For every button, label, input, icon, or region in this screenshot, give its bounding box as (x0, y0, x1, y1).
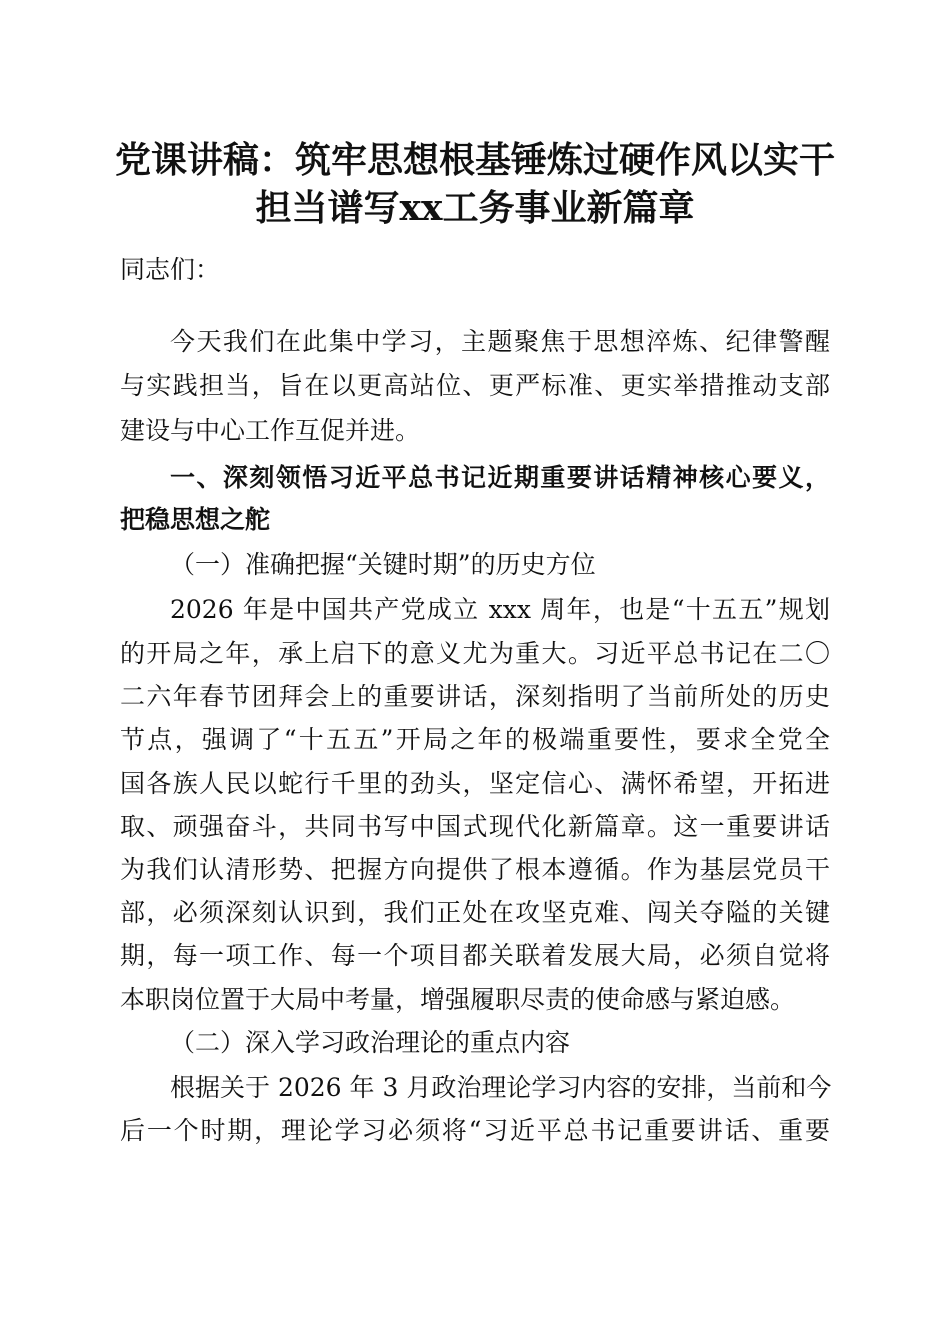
subsection-1-body-line: 节点，强调了“十五五”开局之年的极端重要性，要求全党全 (120, 725, 830, 754)
section-1-heading-line: 把稳思想之舵 (120, 505, 271, 534)
salutation: 同志们： (120, 255, 221, 284)
intro-line: 今天我们在此集中学习，主题聚焦于思想淬炼、纪律警醒 (170, 327, 830, 356)
subsection-2-body-line: 后一个时期，理论学习必须将“习近平总书记重要讲话、重要 (120, 1116, 830, 1145)
subsection-1-body-line: 二六年春节团拜会上的重要讲话，深刻指明了当前所处的历史 (120, 682, 830, 711)
subsection-1-body-line: 国各族人民以蛇行千里的劲头，坚定信心、满怀希望，开拓进 (120, 769, 830, 798)
document-title-line-2: 担当谱写xx工务事业新篇章 (255, 187, 695, 229)
subsection-1-body-line: 2026 年是中国共产党成立 xxx 周年，也是“十五五”规划 (170, 595, 830, 624)
subsection-1-body-line: 取、顽强奋斗，共同书写中国式现代化新篇章。这一重要讲话 (120, 812, 830, 841)
subsection-1-body-line: 部，必须深刻认识到，我们正处在攻坚克难、闯关夺隘的关键 (120, 898, 830, 927)
subsection-1-heading: （一）准确把握“关键时期”的历史方位 (170, 550, 596, 579)
intro-line: 与实践担当，旨在以更高站位、更严标准、更实举措推动支部 (120, 371, 830, 400)
section-1-heading-line: 一、深刻领悟习近平总书记近期重要讲话精神核心要义， (170, 463, 830, 492)
subsection-1-body-line: 本职岗位置于大局中考量，增强履职尽责的使命感与紧迫感。 (120, 985, 796, 1014)
subsection-2-body-line: 根据关于 2026 年 3 月政治理论学习内容的安排，当前和今 (170, 1073, 832, 1102)
subsection-2-heading: （二）深入学习政治理论的重点内容 (170, 1028, 571, 1057)
intro-line: 建设与中心工作互促并进。 (120, 416, 421, 445)
subsection-1-body-line: 期，每一项工作、每一个项目都关联着发展大局，必须自觉将 (120, 941, 830, 970)
subsection-1-body-line: 的开局之年，承上启下的意义尤为重大。习近平总书记在二〇 (120, 639, 830, 668)
subsection-1-body-line: 为我们认清形势、把握方向提供了根本遵循。作为基层党员干 (120, 855, 830, 884)
document-title-line-1: 党课讲稿：筑牢思想根基锤炼过硬作风以实干 (114, 139, 835, 181)
